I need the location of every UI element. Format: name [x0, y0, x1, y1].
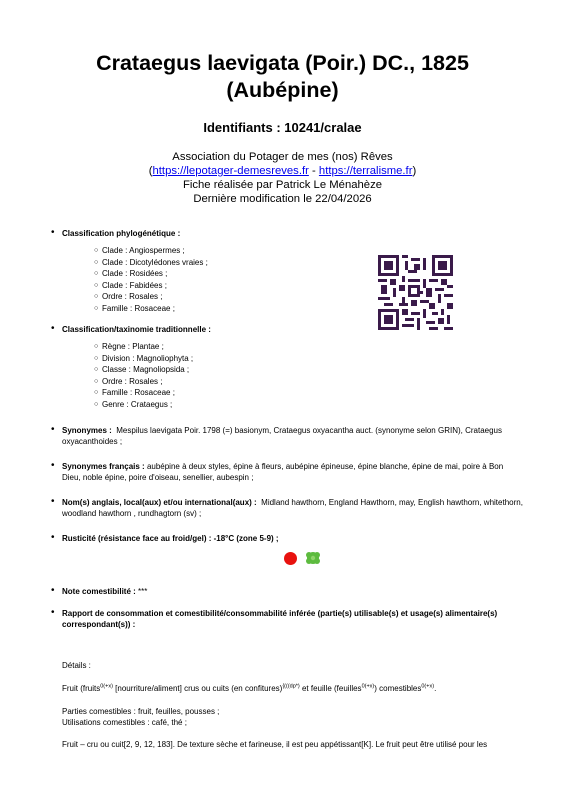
taxo-list — [62, 341, 523, 410]
section-note — [48, 586, 523, 597]
association-block — [0, 150, 565, 206]
section-phylogenetic — [48, 228, 523, 314]
section-synonymes-fr — [48, 461, 523, 483]
phylo-list — [62, 245, 523, 314]
list-item: ○ Division : Magnoliophyta ; — [94, 353, 523, 365]
author-line: Fiche réalisée par Patrick Le Ménahèze — [182, 179, 383, 191]
link-terralisme[interactable]: https://terralisme.fr — [318, 165, 413, 177]
noms-text: Midland hawthorn, England Hawthorn, may, English hawthorn, whitethorn, woodland hawthorn , rundhagtorn (sv) ; — [62, 498, 523, 518]
noms-label: Nom(s) anglais, local(aux) et/ou international(aux) : — [62, 498, 257, 507]
details-label: Détails : — [62, 661, 91, 670]
identifiers: Identifiants : 10241/cralae — [203, 120, 362, 135]
section-rusticite — [48, 533, 523, 572]
list-item: ○ Ordre : Rosales ; — [94, 376, 523, 388]
link-lepotager[interactable]: https://lepotager-demesreves.fr — [152, 165, 309, 177]
parties-block — [62, 706, 532, 728]
details-section — [62, 660, 532, 762]
parties-line: Parties comestibles : fruit, feuilles, pousses ; — [62, 707, 220, 716]
modified-line: Dernière modification le 22/04/2026 — [193, 193, 372, 205]
fruit-text: . — [434, 684, 437, 693]
synonymes-text: Mespilus laevigata Poir. 1798 (=) basionym, Crataegus oxyacantha auct. (synonyme selon GRIN), Crataegus oxyacanthoides ; — [62, 426, 502, 446]
superscript: 0(+x) — [361, 683, 375, 690]
fruit-text: Fruit (fruits — [62, 684, 101, 693]
syn-fr-label: Synonymes français : — [62, 462, 145, 471]
list-item: ○ Famille : Rosaceae ; — [94, 387, 523, 399]
list-item: ○ Ordre : Rosales ; — [94, 291, 523, 303]
synonymes-label: Synonymes : — [62, 426, 112, 435]
green-leaf-icon — [305, 550, 321, 566]
list-item: ○ Classe : Magnoliopsida ; — [94, 364, 523, 376]
title-line-2: (Aubépine) — [226, 78, 339, 102]
page-title — [0, 50, 565, 104]
syn-fr-text: aubépine à deux styles, épine à fleurs, aubépine épineuse, épine blanche, épine de mai, poire à Bon Dieu, noble épine, poire d'oiseau, senellier, aubespin ; — [62, 462, 504, 482]
section-noms — [48, 497, 523, 519]
fruit-text: ) comestibles — [374, 684, 422, 693]
list-item: ○ Clade : Angiospermes ; — [94, 245, 523, 257]
links-line: (https://lepotager-demesreves.fr - https://terralisme.fr) — [148, 165, 417, 177]
title-line-1: Crataegus laevigata (Poir.) DC., 1825 — [96, 51, 469, 75]
phylo-heading: Classification phylogénétique : — [62, 229, 181, 238]
association-name: Association du Potager de mes (nos) Rêves — [172, 151, 393, 163]
rusticite-indicators — [62, 550, 523, 572]
list-item: ○ Famille : Rosaceae ; — [94, 303, 523, 315]
taxo-heading: Classification/taxinomie traditionnelle : — [62, 325, 211, 334]
utilisations-line: Utilisations comestibles : café, thé ; — [62, 718, 187, 727]
cru-line: Fruit – cru ou cuit[2, 9, 12, 183]. De texture sèche et farineuse, il est peu appétissant[K]. Le fruit peut être utilisé pour les — [62, 740, 488, 749]
list-item: ○ Règne : Plantae ; — [94, 341, 523, 353]
rapport-label: Rapport de consommation et comestibilité/consommabilité inférée (partie(s) utilisable(s) et usage(s) alimentaire(s) correspondant(s)) : — [62, 609, 498, 629]
section-synonymes — [48, 425, 523, 447]
fruit-text: et feuille (feuilles — [299, 684, 362, 693]
fruit-text: [nourriture/aliment] crus ou cuits (en confitures) — [112, 684, 283, 693]
list-item: ○ Genre : Crataegus ; — [94, 399, 523, 411]
section-taxonomy — [48, 324, 523, 410]
list-item: ○ Clade : Dicotylédones vraies ; — [94, 257, 523, 269]
main-content — [48, 228, 523, 630]
superscript: 0(+x) — [421, 683, 435, 690]
superscript: {(((dp*) — [282, 683, 300, 690]
list-item: ○ Clade : Rosidées ; — [94, 268, 523, 280]
rusticite-label: Rusticité (résistance face au froid/gel) : -18°C (zone 5-9) ; — [62, 534, 279, 543]
fruit-line — [62, 683, 532, 694]
section-rapport — [48, 608, 523, 630]
list-item: ○ Clade : Fabidées ; — [94, 280, 523, 292]
note-label: Note comestibilité : — [62, 587, 136, 596]
superscript: 0(+x) — [100, 683, 113, 690]
red-dot-icon — [284, 552, 297, 565]
note-value: *** — [138, 587, 148, 596]
